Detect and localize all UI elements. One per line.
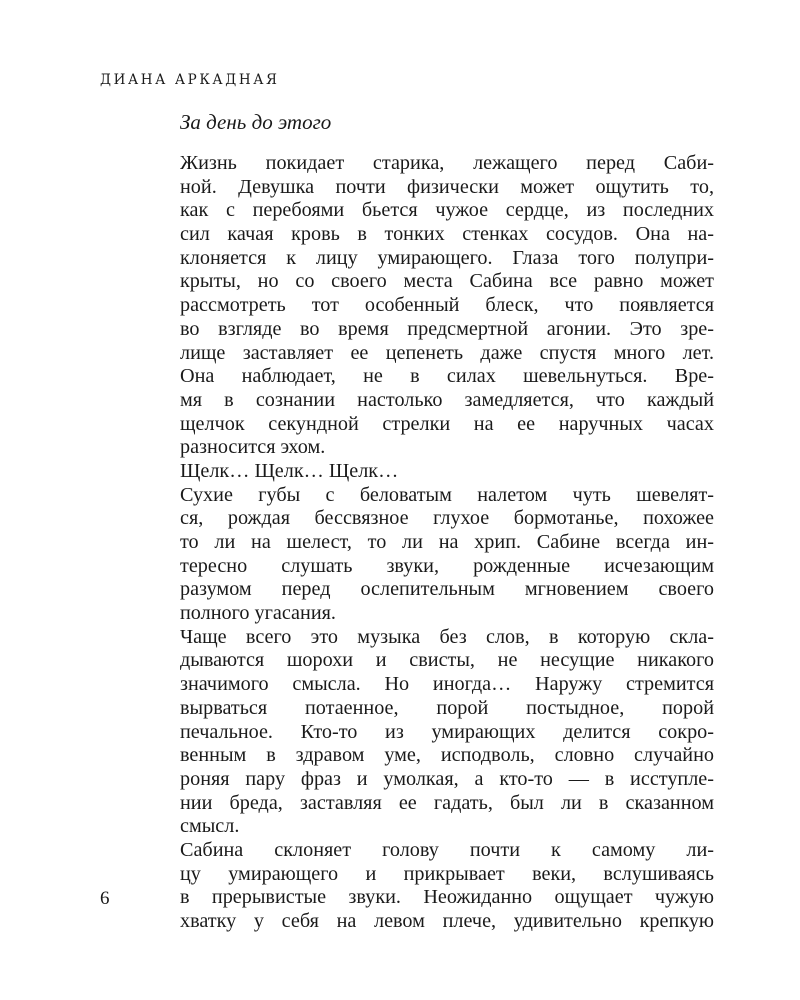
text-line: нии бреда, заставляя ее гадать, был ли в сказанном: [180, 791, 714, 814]
text-line: разносится эхом.: [180, 436, 326, 459]
text-line: дываются шорохи и свисты, не несущие никакого: [180, 649, 714, 672]
text-line: разумом перед ослепительным мгновением своего: [180, 578, 714, 601]
text-line: цу умирающего и прикрывает веки, вслушиваясь: [180, 862, 714, 885]
text-line: крыты, но со своего места Сабина все равно может: [180, 270, 714, 293]
text-line: в прерывистые звуки. Неожиданно ощущает чужую: [180, 886, 714, 909]
text-line: роняя пару фраз и умолкая, а кто-то — в исступле-: [180, 767, 714, 790]
text-line: то ли на шелест, то ли на хрип. Сабине всегда ин-: [180, 531, 714, 553]
text-line: венным в здравом уме, исподволь, словно случайно: [180, 744, 714, 767]
text-line: Чаще всего это музыка без слов, в которую скла-: [180, 625, 714, 648]
text-line: хватку у себя на левом плече, удивительно крепкую: [180, 910, 714, 932]
text-line: Она наблюдает, не в силах шевельнуться. Вре-: [180, 365, 714, 388]
text-line: Жизнь покидает старика, лежащего перед Саби-: [180, 152, 714, 174]
text-line: смысл.: [180, 815, 240, 838]
section-title: За день до этого: [180, 110, 332, 134]
text-line: Сухие губы с беловатым налетом чуть шевелят-: [180, 483, 714, 506]
text-line: во взгляде во время предсмертной агонии. Это зре-: [180, 317, 714, 340]
text-line: ся, рождая бессвязное глухое бормотанье, похожее: [180, 507, 714, 530]
text-line: как с перебоями бьется чужое сердце, из последних: [180, 199, 714, 222]
text-line: значимого смысла. Но иногда… Наружу стремится: [180, 673, 714, 696]
text-line: Сабина склоняет голову почти к самому ли-: [180, 838, 714, 861]
text-line: тересно слушать звуки, рожденные исчезающим: [180, 554, 714, 577]
text-line: Щелк… Щелк… Щелк…: [180, 459, 399, 482]
page-number: 6: [100, 888, 110, 909]
text-line: печальное. Кто-то из умирающих делится сокро-: [180, 720, 714, 743]
text-line: клоняется к лицу умирающего. Глаза того полупри-: [180, 246, 714, 269]
text-line: сил качая кровь в тонких стенках сосудов. Она на-: [180, 223, 714, 246]
text-line: ной. Девушка почти физически может ощутить то,: [180, 175, 714, 198]
text-line: вырваться потаенное, порой постыдное, порой: [180, 696, 714, 719]
text-line: рассмотреть тот особенный блеск, что появляется: [180, 294, 714, 317]
text-line: щелчок секундной стрелки на ее наручных часах: [180, 412, 714, 435]
text-line: мя в сознании настолько замедляется, что каждый: [180, 388, 714, 411]
text-line: лище заставляет ее цепенеть даже спустя много лет.: [180, 341, 714, 364]
body-text: [180, 152, 714, 934]
running-head: ДИАНА АРКАДНАЯ: [100, 72, 280, 88]
text-line: полного угасания.: [180, 602, 336, 625]
